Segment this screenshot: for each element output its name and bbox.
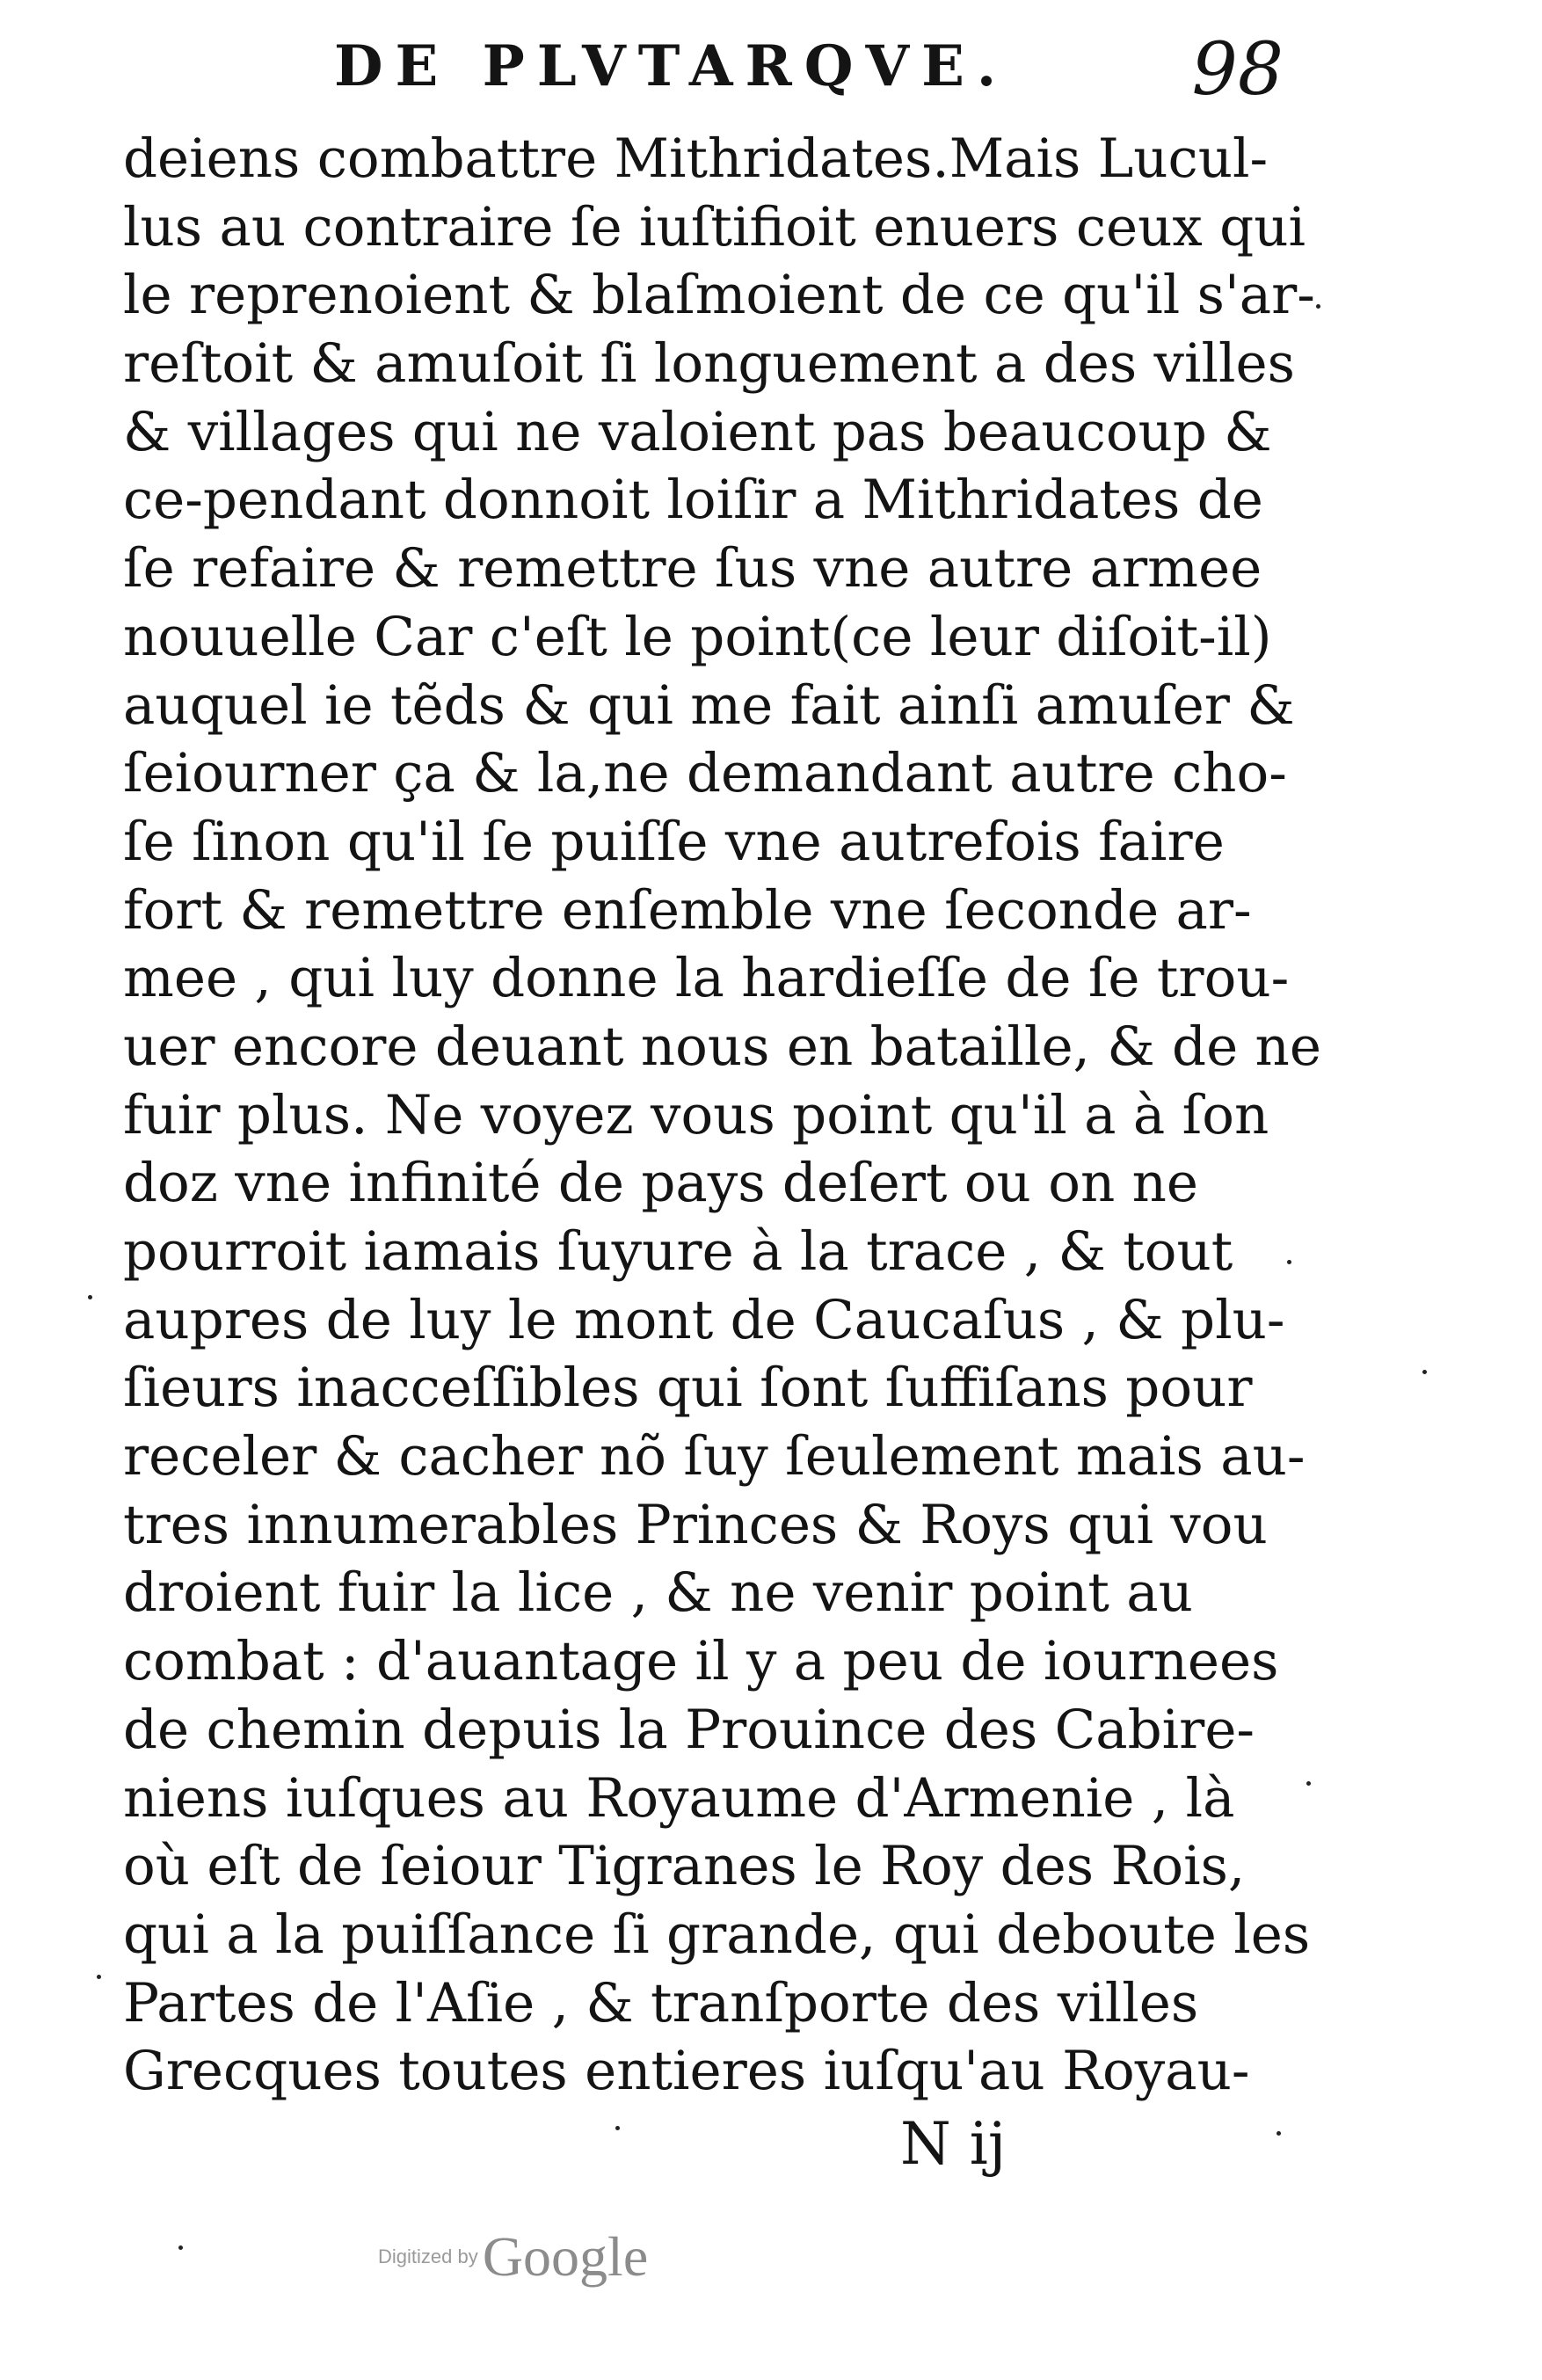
text-line: reſtoit & amuſoit ſi longuement a des villes bbox=[123, 332, 1295, 396]
running-title: DE PLVTARQVE. bbox=[334, 33, 1009, 99]
watermark-prefix: Digitized by bbox=[378, 2245, 478, 2267]
text-line: & villages qui ne valoient pas beaucoup & bbox=[123, 400, 1272, 463]
text-line: doz vne infinité de pays deſert ou on ne bbox=[123, 1152, 1199, 1215]
text-line: auquel ie tẽds & qui me fait ainſi amuſer & bbox=[123, 673, 1295, 737]
scan-speck bbox=[97, 1975, 101, 1979]
text-line: deiens combattre Mithridates.Mais Lucul- bbox=[123, 127, 1269, 190]
text-line: lus au contraire ſe iuſtifioit enuers ceux qui bbox=[123, 195, 1306, 258]
text-line: ſieurs inacceſſibles qui ſont ſuffiſans pour bbox=[123, 1357, 1253, 1420]
text-line: combat : d'auantage il y a peu de iournees bbox=[123, 1630, 1279, 1693]
text-line: ce-pendant donnoit loiſir a Mithridates de bbox=[123, 469, 1263, 532]
scan-speck bbox=[1287, 1260, 1291, 1264]
scan-speck bbox=[615, 2126, 620, 2130]
body-text bbox=[123, 125, 1321, 2106]
text-line: ſe refaire & remettre ſus vne autre armee bbox=[123, 537, 1262, 600]
digitization-watermark bbox=[378, 2224, 648, 2289]
text-line: fort & remettre enſemble vne ſeconde ar- bbox=[123, 878, 1252, 942]
text-line: mee , qui luy donne la hardieſſe de ſe trou- bbox=[123, 947, 1290, 1010]
scan-speck bbox=[1316, 304, 1320, 309]
page-number: 98 bbox=[1191, 28, 1284, 112]
text-line: tres innumerables Princes & Roys qui vou bbox=[123, 1493, 1268, 1556]
text-line: uer encore deuant nous en bataille, & de ne bbox=[123, 1015, 1321, 1078]
text-line: aupres de luy le mont de Caucaſus , & plu- bbox=[123, 1288, 1285, 1351]
text-line: niens iuſques au Royaume d'Armenie , là bbox=[123, 1766, 1235, 1830]
text-line: receler & cacher nõ ſuy ſeulement mais au- bbox=[123, 1425, 1306, 1488]
text-line: nouuelle Car c'eſt le point(ce leur diſoit-il) bbox=[123, 605, 1272, 668]
text-line: le reprenoient & blaſmoient de ce qu'il s'ar- bbox=[123, 264, 1315, 327]
text-line: droient fuir la lice , & ne venir point au bbox=[123, 1561, 1193, 1625]
page-header bbox=[123, 28, 1284, 113]
text-line: Grecques toutes entieres iuſqu'au Royau- bbox=[123, 2040, 1250, 2103]
text-line: de chemin depuis la Prouince des Cabire- bbox=[123, 1698, 1255, 1761]
text-line: fuir plus. Ne voyez vous point qu'il a à ſon bbox=[123, 1083, 1269, 1146]
scan-speck bbox=[88, 1295, 92, 1299]
signature-mark: N ij bbox=[900, 2110, 1007, 2178]
scan-speck bbox=[178, 2245, 183, 2250]
text-line: où eſt de ſeiour Tigranes le Roy des Rois, bbox=[123, 1835, 1246, 1898]
text-line: qui a la puiſſance ſi grande, qui deboute les bbox=[123, 1903, 1311, 1966]
watermark-logo: Google bbox=[482, 2225, 649, 2288]
text-line: Partes de l'Aſie , & tranſporte des villes bbox=[123, 1971, 1199, 2034]
scan-speck bbox=[1422, 1370, 1427, 1374]
text-line: pourroit iamais ſuyure à la trace , & tout bbox=[123, 1220, 1233, 1283]
text-line: ſeiourner ça & la,ne demandant autre cho- bbox=[123, 742, 1287, 805]
scan-speck bbox=[1306, 1781, 1311, 1786]
text-line: ſe ſinon qu'il ſe puiſſe vne autrefois faire bbox=[123, 810, 1225, 873]
scan-speck bbox=[1277, 2131, 1281, 2136]
